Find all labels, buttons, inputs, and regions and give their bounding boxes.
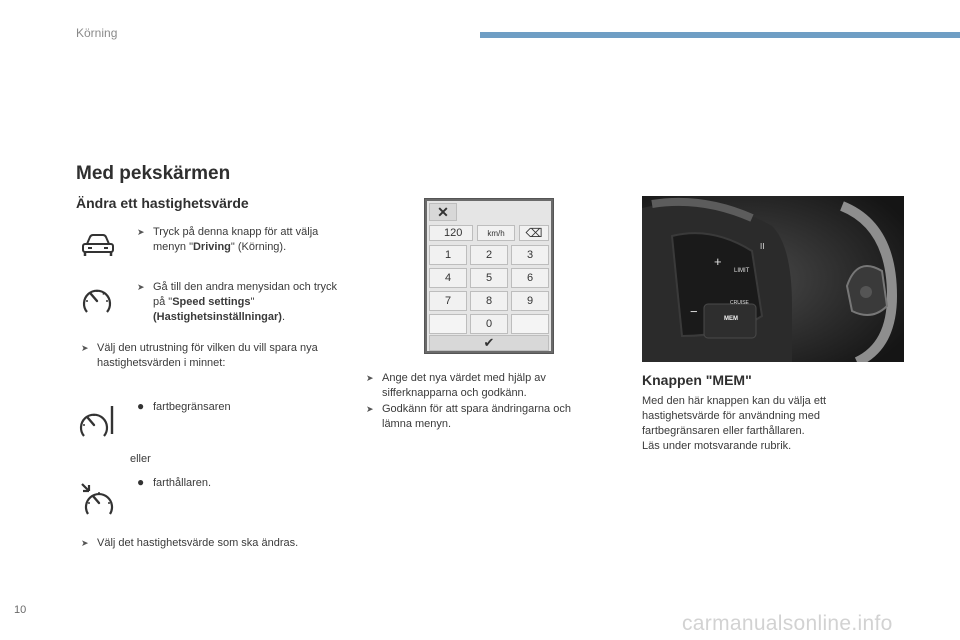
step-5-text: ➤ Ange det nya värdet med hjälp av sifferknapparna och godkänn. (366, 372, 546, 399)
plus-label: + (714, 254, 722, 269)
mem-heading: Knappen "MEM" (642, 372, 752, 388)
key-1[interactable]: 1 (429, 245, 467, 265)
mem-description: Med den här knappen kan du välja ett hastighetsvärde för användning med fartbegränsaren eller farthållaren. Läs under motsvarande rubrik. (642, 395, 827, 452)
watermark: carmanualsonline.info (682, 612, 893, 635)
key-8[interactable]: 8 (470, 291, 508, 311)
speedometer-icon (80, 284, 114, 318)
option-1-text: ● fartbegränsaren (137, 399, 231, 413)
close-icon[interactable]: ✕ (429, 203, 457, 221)
minus-label: − (690, 304, 698, 319)
arrow-bullet-icon: ➤ (366, 404, 374, 414)
car-icon (80, 232, 116, 258)
option-2-text: ● farthållaren. (137, 475, 212, 489)
arrow-bullet-icon: ➤ (81, 343, 89, 353)
dot-bullet: ● (137, 399, 145, 413)
sub-heading: Ändra ett hastighetsvärde (76, 195, 249, 211)
key-4[interactable]: 4 (429, 268, 467, 288)
key-9[interactable]: 9 (511, 291, 549, 311)
unit-label: km/h (477, 225, 515, 241)
cruise-label: CRUISE (730, 300, 749, 306)
key-2[interactable]: 2 (470, 245, 508, 265)
key-0[interactable]: 0 (470, 314, 508, 334)
keypad-screen (424, 198, 554, 354)
backspace-icon[interactable]: ⌫ (519, 225, 549, 241)
mem-button-label: MEM (724, 316, 738, 322)
or-text: eller (130, 453, 151, 465)
steering-wheel-photo (642, 196, 904, 362)
key-blank-right (511, 314, 549, 334)
step-2-text: ➤ Gå till den andra menysidan och tryck på "Speed settings" (Hastighetsinställningar). (137, 281, 338, 323)
step-1-text: ➤ Tryck på denna knapp för att välja menyn "Driving" (Körning). (137, 226, 319, 253)
arrow-bullet-icon: ➤ (81, 538, 89, 548)
arrow-bullet-icon: ➤ (366, 373, 374, 383)
cruise-control-icon (80, 480, 118, 518)
key-3[interactable]: 3 (511, 245, 549, 265)
step-4-text: ➤ Välj det hastighetsvärde som ska ändras. (81, 537, 299, 549)
limit-label: LIMIT (734, 268, 750, 274)
key-7[interactable]: 7 (429, 291, 467, 311)
key-6[interactable]: 6 (511, 268, 549, 288)
step-6-text: ➤ Godkänn för att spara ändringarna och lämna menyn. (366, 403, 571, 430)
header-accent-bar (480, 32, 960, 38)
main-heading: Med pekskärmen (76, 163, 231, 184)
dot-bullet: ● (137, 475, 145, 489)
section-label: Körning (76, 26, 118, 40)
key-5[interactable]: 5 (470, 268, 508, 288)
confirm-icon[interactable]: ✔ (429, 335, 549, 351)
arrow-bullet-icon: ➤ (137, 227, 145, 237)
arrow-bullet-icon: ➤ (137, 282, 145, 292)
pause-label: II (760, 242, 765, 251)
speed-value-field[interactable]: 120 (429, 225, 473, 241)
step-3-text: ➤ Välj den utrustning för vilken du vill spara nya hastighetsvärden i minnet: (81, 342, 318, 369)
page-number: 10 (14, 604, 27, 616)
key-blank-left (429, 314, 467, 334)
speed-limiter-icon (78, 404, 118, 442)
